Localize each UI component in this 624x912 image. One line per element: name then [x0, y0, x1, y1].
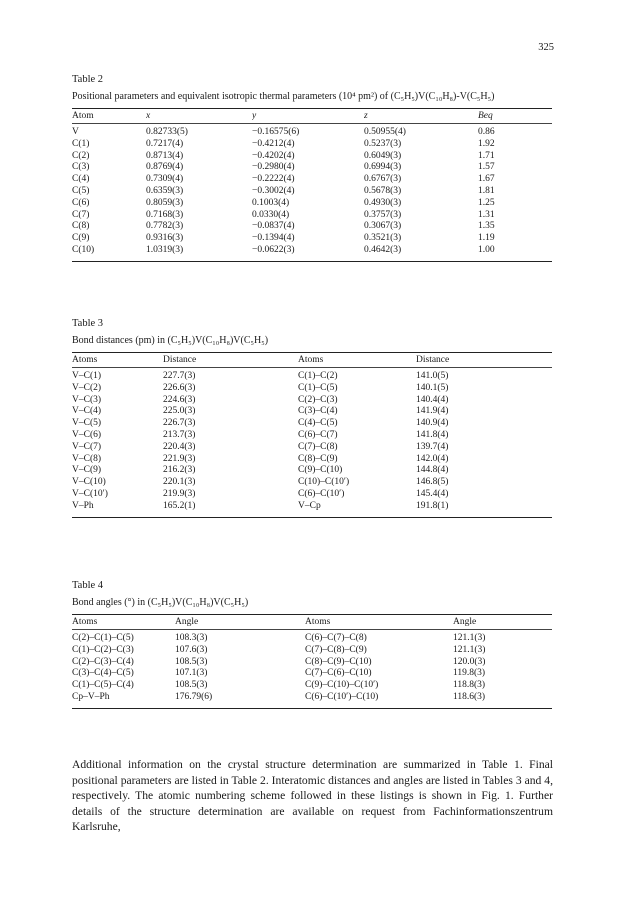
table-cell: C(9)–C(10) — [298, 465, 343, 476]
table-cell: C(2)–C(3)–C(4) — [72, 656, 134, 667]
page-number: 325 — [538, 42, 554, 53]
table-cell: 141.0(5) — [416, 371, 449, 381]
table-cell: 216.2(3) — [163, 465, 196, 476]
table-cell: 0.4642(3) — [364, 244, 402, 255]
table-cell: V–C(9) — [72, 465, 102, 476]
table-row — [72, 151, 552, 163]
table-cell: −0.0837(4) — [252, 221, 295, 232]
table-cell: 1.25 — [478, 197, 495, 208]
table-row — [72, 139, 552, 151]
table-cell: 108.3(3) — [175, 633, 208, 643]
table-cell: −0.16575(6) — [252, 127, 300, 137]
table-cell: 165.2(1) — [163, 500, 196, 511]
table-cell: 0.86 — [478, 127, 495, 137]
table-row — [72, 442, 552, 454]
table-cell: 0.7217(4) — [146, 138, 184, 149]
table-cell: C(3)–C(4) — [298, 406, 338, 417]
table-cell: C(6) — [72, 197, 90, 208]
header-z: z — [364, 111, 368, 121]
table-2-caption: Positional parameters and equivalent isotropic thermal parameters (10⁴ pm²) of (C₅H₅)V(C₁₀H₈)-V(C₅H₅) — [72, 91, 495, 102]
table-4-caption: Bond angles (°) in (C₅H₅)V(C₁₀H₈)V(C₅H₅) — [72, 597, 249, 608]
table-cell: 1.00 — [478, 244, 495, 255]
table-cell: 1.57 — [478, 162, 495, 173]
table-cell: 0.8059(3) — [146, 197, 184, 208]
table-3 — [72, 318, 552, 518]
table-3-label: Table 3 — [72, 318, 104, 329]
header-angle: Angle — [175, 617, 199, 627]
table-cell: Cp–V–Ph — [72, 691, 110, 702]
table-row — [72, 454, 552, 466]
table-header — [72, 353, 552, 367]
table-cell: 140.4(4) — [416, 394, 449, 405]
table-cell: 1.92 — [478, 138, 495, 149]
table-cell: 1.81 — [478, 185, 495, 196]
table-cell: V–C(3) — [72, 394, 102, 405]
table-2 — [72, 74, 552, 262]
table-cell: C(3)–C(4)–C(5) — [72, 668, 134, 679]
table-cell: 220.1(3) — [163, 477, 196, 488]
header-distance: Distance — [416, 355, 450, 365]
table-cell: 140.1(5) — [416, 382, 449, 393]
table-cell: −0.2980(4) — [252, 162, 295, 173]
table-cell: 224.6(3) — [163, 394, 196, 405]
table-row — [72, 501, 552, 513]
table-cell: 176.79(6) — [175, 691, 213, 702]
table-cell: 1.67 — [478, 174, 495, 185]
table-cell: C(8)–C(9) — [298, 453, 338, 464]
header-distance: Distance — [163, 355, 197, 365]
table-cell: 118.6(3) — [453, 691, 486, 702]
table-cell: −0.4202(4) — [252, 150, 295, 161]
header-atoms: Atoms — [72, 355, 98, 365]
table-cell: −0.3002(4) — [252, 185, 295, 196]
table-cell: 0.3521(3) — [364, 233, 402, 244]
header-angle: Angle — [453, 617, 477, 627]
table-row — [72, 668, 552, 680]
table-cell: C(7)–C(8)–C(9) — [305, 644, 367, 655]
table-cell: V–C(4) — [72, 406, 102, 417]
table-cell: C(6)–C(10′)–C(10) — [305, 691, 379, 702]
table-cell: C(9) — [72, 233, 90, 244]
table-cell: C(5) — [72, 185, 90, 196]
table-cell: C(1)–C(2)–C(3) — [72, 644, 134, 655]
table-body — [72, 633, 552, 704]
table-row — [72, 233, 552, 245]
table-cell: 145.4(4) — [416, 488, 449, 499]
table-row — [72, 371, 552, 383]
table-cell: 0.8713(4) — [146, 150, 184, 161]
table-row — [72, 633, 552, 645]
table-row — [72, 430, 552, 442]
table-cell: V–Ph — [72, 500, 94, 511]
table-cell: 0.6994(3) — [364, 162, 402, 173]
table-row — [72, 418, 552, 430]
header-atom: Atom — [72, 111, 94, 121]
table-header — [72, 615, 552, 629]
table-cell: 107.6(3) — [175, 644, 208, 655]
table-cell: 0.3757(3) — [364, 209, 402, 220]
table-cell: 140.9(4) — [416, 418, 449, 429]
table-cell: 220.4(3) — [163, 441, 196, 452]
table-body — [72, 127, 552, 257]
table-cell: V–C(2) — [72, 382, 102, 393]
table-cell: −0.1394(4) — [252, 233, 295, 244]
table-cell: 0.82733(5) — [146, 127, 188, 137]
table-row — [72, 465, 552, 477]
table-cell: 1.35 — [478, 221, 495, 232]
table-cell: C(3) — [72, 162, 90, 173]
table-row — [72, 221, 552, 233]
header-atoms: Atoms — [298, 355, 324, 365]
table-body — [72, 371, 552, 513]
table-row — [72, 680, 552, 692]
table-row — [72, 210, 552, 222]
table-cell: 0.7782(3) — [146, 221, 184, 232]
table-cell: 1.19 — [478, 233, 495, 244]
table-cell: 139.7(4) — [416, 441, 449, 452]
table-header — [72, 109, 552, 123]
table-cell: C(1)–C(5) — [298, 382, 338, 393]
table-cell: 0.7168(3) — [146, 209, 184, 220]
header-atoms: Atoms — [305, 617, 331, 627]
table-cell: 191.8(1) — [416, 500, 449, 511]
table-row — [72, 127, 552, 139]
table-row — [72, 245, 552, 257]
table-row — [72, 162, 552, 174]
table-cell: 0.1003(4) — [252, 197, 290, 208]
table-cell: V–C(5) — [72, 418, 102, 429]
body-paragraph: Additional information on the crystal structure determination are summarized in Table 1. Final positional parameters are listed in Table 2. Interatomic distances and angles are listed in Tables 3 and 4, respectively. The atomic numbering scheme followed in these listings is shown in Fig. 1. Further details of the structure determination are available on request from Fachinformationszentrum Karlsruhe, — [72, 758, 553, 834]
table-cell: C(2) — [72, 150, 90, 161]
table-cell: C(7)–C(8) — [298, 441, 338, 452]
table-cell: 0.6359(3) — [146, 185, 184, 196]
table-4-label: Table 4 — [72, 580, 104, 591]
table-row — [72, 692, 552, 704]
table-cell: 146.8(5) — [416, 477, 449, 488]
table-cell: V–C(10′) — [72, 488, 108, 499]
table-cell: C(1)–C(5)–C(4) — [72, 680, 134, 691]
table-cell: V–C(7) — [72, 441, 102, 452]
table-cell: −0.4212(4) — [252, 138, 295, 149]
table-cell: C(7)–C(6)–C(10) — [305, 668, 372, 679]
table-cell: 0.4930(3) — [364, 197, 402, 208]
table-cell: C(4) — [72, 174, 90, 185]
table-cell: 0.8769(4) — [146, 162, 184, 173]
table-cell: 0.3067(3) — [364, 221, 402, 232]
table-cell: 0.5678(3) — [364, 185, 402, 196]
table-cell: 225.0(3) — [163, 406, 196, 417]
table-cell: C(1)–C(2) — [298, 371, 338, 381]
table-cell: C(7) — [72, 209, 90, 220]
table-cell: V–Cp — [298, 500, 321, 511]
table-cell: 219.9(3) — [163, 488, 196, 499]
table-2-label: Table 2 — [72, 74, 104, 85]
header-atoms: Atoms — [72, 617, 98, 627]
table-row — [72, 657, 552, 669]
table-cell: C(9)–C(10)–C(10′) — [305, 680, 379, 691]
table-cell: 142.0(4) — [416, 453, 449, 464]
table-cell: 119.8(3) — [453, 668, 486, 679]
table-row — [72, 489, 552, 501]
table-cell: 118.8(3) — [453, 680, 486, 691]
table-cell: −0.2222(4) — [252, 174, 295, 185]
table-cell: C(2)–C(3) — [298, 394, 338, 405]
table-row — [72, 395, 552, 407]
table-cell: V — [72, 127, 79, 137]
header-beq: Beq — [478, 111, 493, 121]
table-row — [72, 383, 552, 395]
table-cell: 141.8(4) — [416, 429, 449, 440]
table-cell: 0.6049(3) — [364, 150, 402, 161]
table-cell: 1.31 — [478, 209, 495, 220]
table-cell: V–C(8) — [72, 453, 102, 464]
table-row — [72, 174, 552, 186]
table-cell: 108.5(3) — [175, 680, 208, 691]
table-cell: C(6)–C(7)–C(8) — [305, 633, 367, 643]
header-y: y — [252, 111, 257, 121]
table-cell: 107.1(3) — [175, 668, 208, 679]
table-cell: 226.6(3) — [163, 382, 196, 393]
table-cell: 1.0319(3) — [146, 244, 184, 255]
table-3-caption: Bond distances (pm) in (C₅H₅)V(C₁₀H₈)V(C₅H₅) — [72, 335, 269, 346]
table-cell: V–C(1) — [72, 371, 102, 381]
table-cell: 0.50955(4) — [364, 127, 406, 137]
table-cell: 120.0(3) — [453, 656, 486, 667]
table-cell: 0.0330(4) — [252, 209, 290, 220]
table-cell: 221.9(3) — [163, 453, 196, 464]
table-cell: C(2)–C(1)–C(5) — [72, 633, 134, 643]
table-cell: C(10)–C(10′) — [298, 477, 350, 488]
table-cell: 144.8(4) — [416, 465, 449, 476]
table-cell: C(6)–C(10′) — [298, 488, 345, 499]
table-cell: 227.7(3) — [163, 371, 196, 381]
table-cell: 0.6767(3) — [364, 174, 402, 185]
table-cell: C(6)–C(7) — [298, 429, 338, 440]
table-cell: C(10) — [72, 244, 95, 255]
table-cell: 0.9316(3) — [146, 233, 184, 244]
table-cell: −0.0622(3) — [252, 244, 295, 255]
table-row — [72, 198, 552, 210]
table-cell: 108.5(3) — [175, 656, 208, 667]
table-cell: 141.9(4) — [416, 406, 449, 417]
table-cell: 121.1(3) — [453, 633, 486, 643]
table-cell: C(8) — [72, 221, 90, 232]
table-cell: 213.7(3) — [163, 429, 196, 440]
table-row — [72, 477, 552, 489]
table-4 — [72, 580, 552, 709]
table-cell: 0.5237(3) — [364, 138, 402, 149]
table-cell: 226.7(3) — [163, 418, 196, 429]
table-row — [72, 406, 552, 418]
table-cell: C(1) — [72, 138, 90, 149]
table-cell: C(8)–C(9)–C(10) — [305, 656, 372, 667]
table-cell: C(4)–C(5) — [298, 418, 338, 429]
table-cell: V–C(6) — [72, 429, 102, 440]
table-row — [72, 186, 552, 198]
table-cell: 0.7309(4) — [146, 174, 184, 185]
table-row — [72, 645, 552, 657]
table-cell: 121.1(3) — [453, 644, 486, 655]
table-cell: V–C(10) — [72, 477, 106, 488]
table-cell: 1.71 — [478, 150, 495, 161]
header-x: x — [146, 111, 151, 121]
